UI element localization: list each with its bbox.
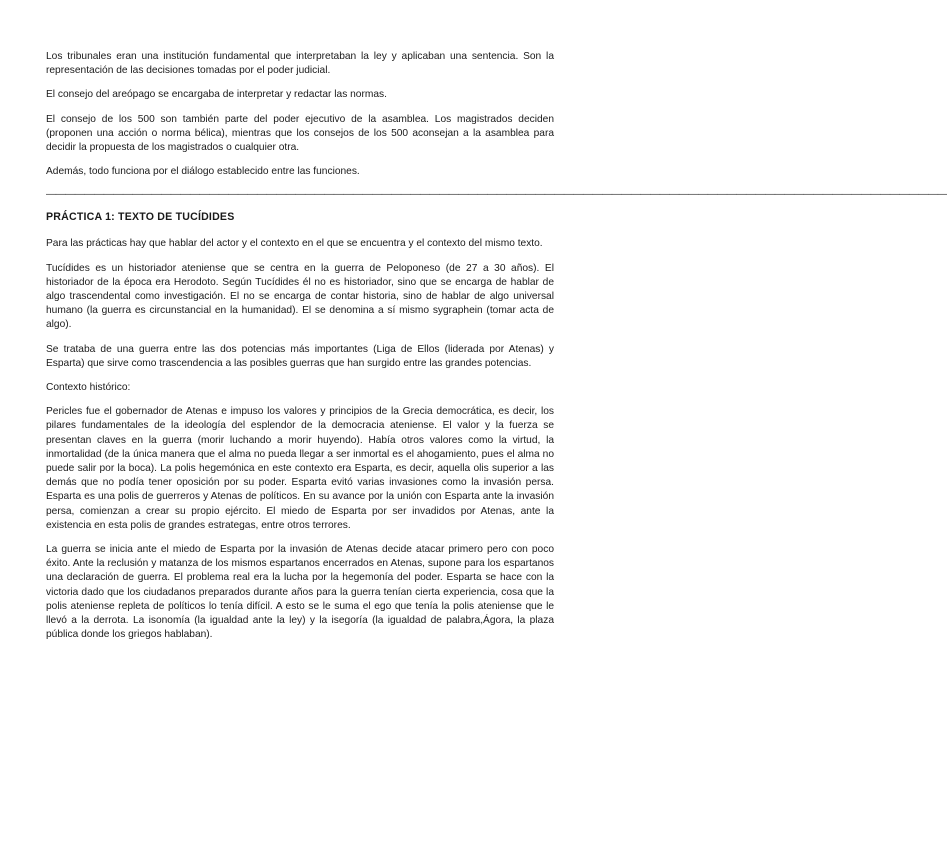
paragraph-tucidides: Tucídides es un historiador ateniense que se centra en la guerra de Peloponeso (de 27 a 30 años). El historiador de la época era Herodoto. Según Tucídides él no es historiador, sino que se encarga de hablar de algo trascendental como investigación. El no se encarga de contar historia, sino de hablar de algo universal humano (la guerra es circunstancial en la humanidad). El se denomina a sí mismo sygraphein (tomar acta de algo).	[46, 262, 554, 331]
paragraph-consejo-500: El consejo de los 500 son también parte del poder ejecutivo de la asamblea. Los magistrados deciden (proponen una acción o norma bélica), mientras que los consejos de los 500 aconsejan a la asamblea para decidir la propuesta de los magistrados o cualquier otra.	[46, 113, 554, 154]
paragraph-dialogo: Además, todo funciona por el diálogo establecido entre las funciones.	[46, 166, 360, 178]
paragraph-contexto-heading: Contexto histórico:	[46, 382, 131, 394]
paragraph-areopago: El consejo del areópago se encargaba de interpretar y redactar las normas.	[46, 89, 387, 101]
paragraph-tribunales: Los tribunales eran una institución fundamental que interpretaban la ley y aplicaban una sentencia. Son la representación de las decisiones tomadas por el poder judicial.	[46, 51, 554, 77]
document-page	[46, 50, 947, 653]
paragraph-practicas: Para las prácticas hay que hablar del actor y el contexto en el que se encuentra y el contexto del mismo texto.	[46, 238, 543, 250]
paragraph-guerra-inicio: La guerra se inicia ante el miedo de Esparta por la invasión de Atenas decide atacar primero pero con poco éxito. Ante la reclusión y matanza de los mismos espartanos encerrados en Atenas, supone para los espartanos una declaración de guerra. El problema real era la lucha por la hegemonía del poder. Esparta se hace con la victoria dado que los ciudadanos preparados durante años para la guerra tenían cierta experiencia, cosa que la polis ateniense repleta de políticos lo tenía difícil. A esto se le suma el ego que tenía la polis ateniense que le llevó a la derrota. La isonomía (la igualdad ante la ley) y la isegoría (la igualdad de palabra,Ágora, la plaza pública donde los griegos hablaban).	[46, 544, 554, 641]
section-divider: ——————————————————————————————————————————————————————————————————————————————————————————————	[46, 189, 947, 201]
section-title: PRÁCTICA 1: TEXTO DE TUCÍDIDES	[46, 211, 235, 224]
paragraph-pericles: Pericles fue el gobernador de Atenas e impuso los valores y principios de la Grecia democrática, es decir, los pilares fundamentales de la ideología del esplendor de la democracia ateniense. El valor y la fuerza se presentan claves en la guerra (morir luchando a morir huyendo). Había otros valores como la virtud, la inmortalidad (de la única manera que el alma no pueda llegar a ser inmortal es el ahogamiento, pues el alma no puede salir por la boca). La polis hegemónica en este contexto era Esparta, es decir, aquella olis superior a las demás que no podía tener oposición por su poder. Esparta evitó varias invasiones como la invasión persa. Esparta es una polis de guerreros y Atenas de políticos. En su avance por la unión con Esparta ante la invasión persa, comienzan a crear su propio ejército. El miedo de Esparta por ser invadidos por Atenas, ante la existencia en esta polis de grandes estrategas, entre otros terrores.	[46, 406, 554, 531]
paragraph-guerra-potencias: Se trataba de una guerra entre las dos potencias más importantes (Liga de Ellos (liderada por Atenas) y Esparta) que sirve como trascendencia a las posibles guerras que han surgido entre las grandes potencias.	[46, 343, 554, 369]
